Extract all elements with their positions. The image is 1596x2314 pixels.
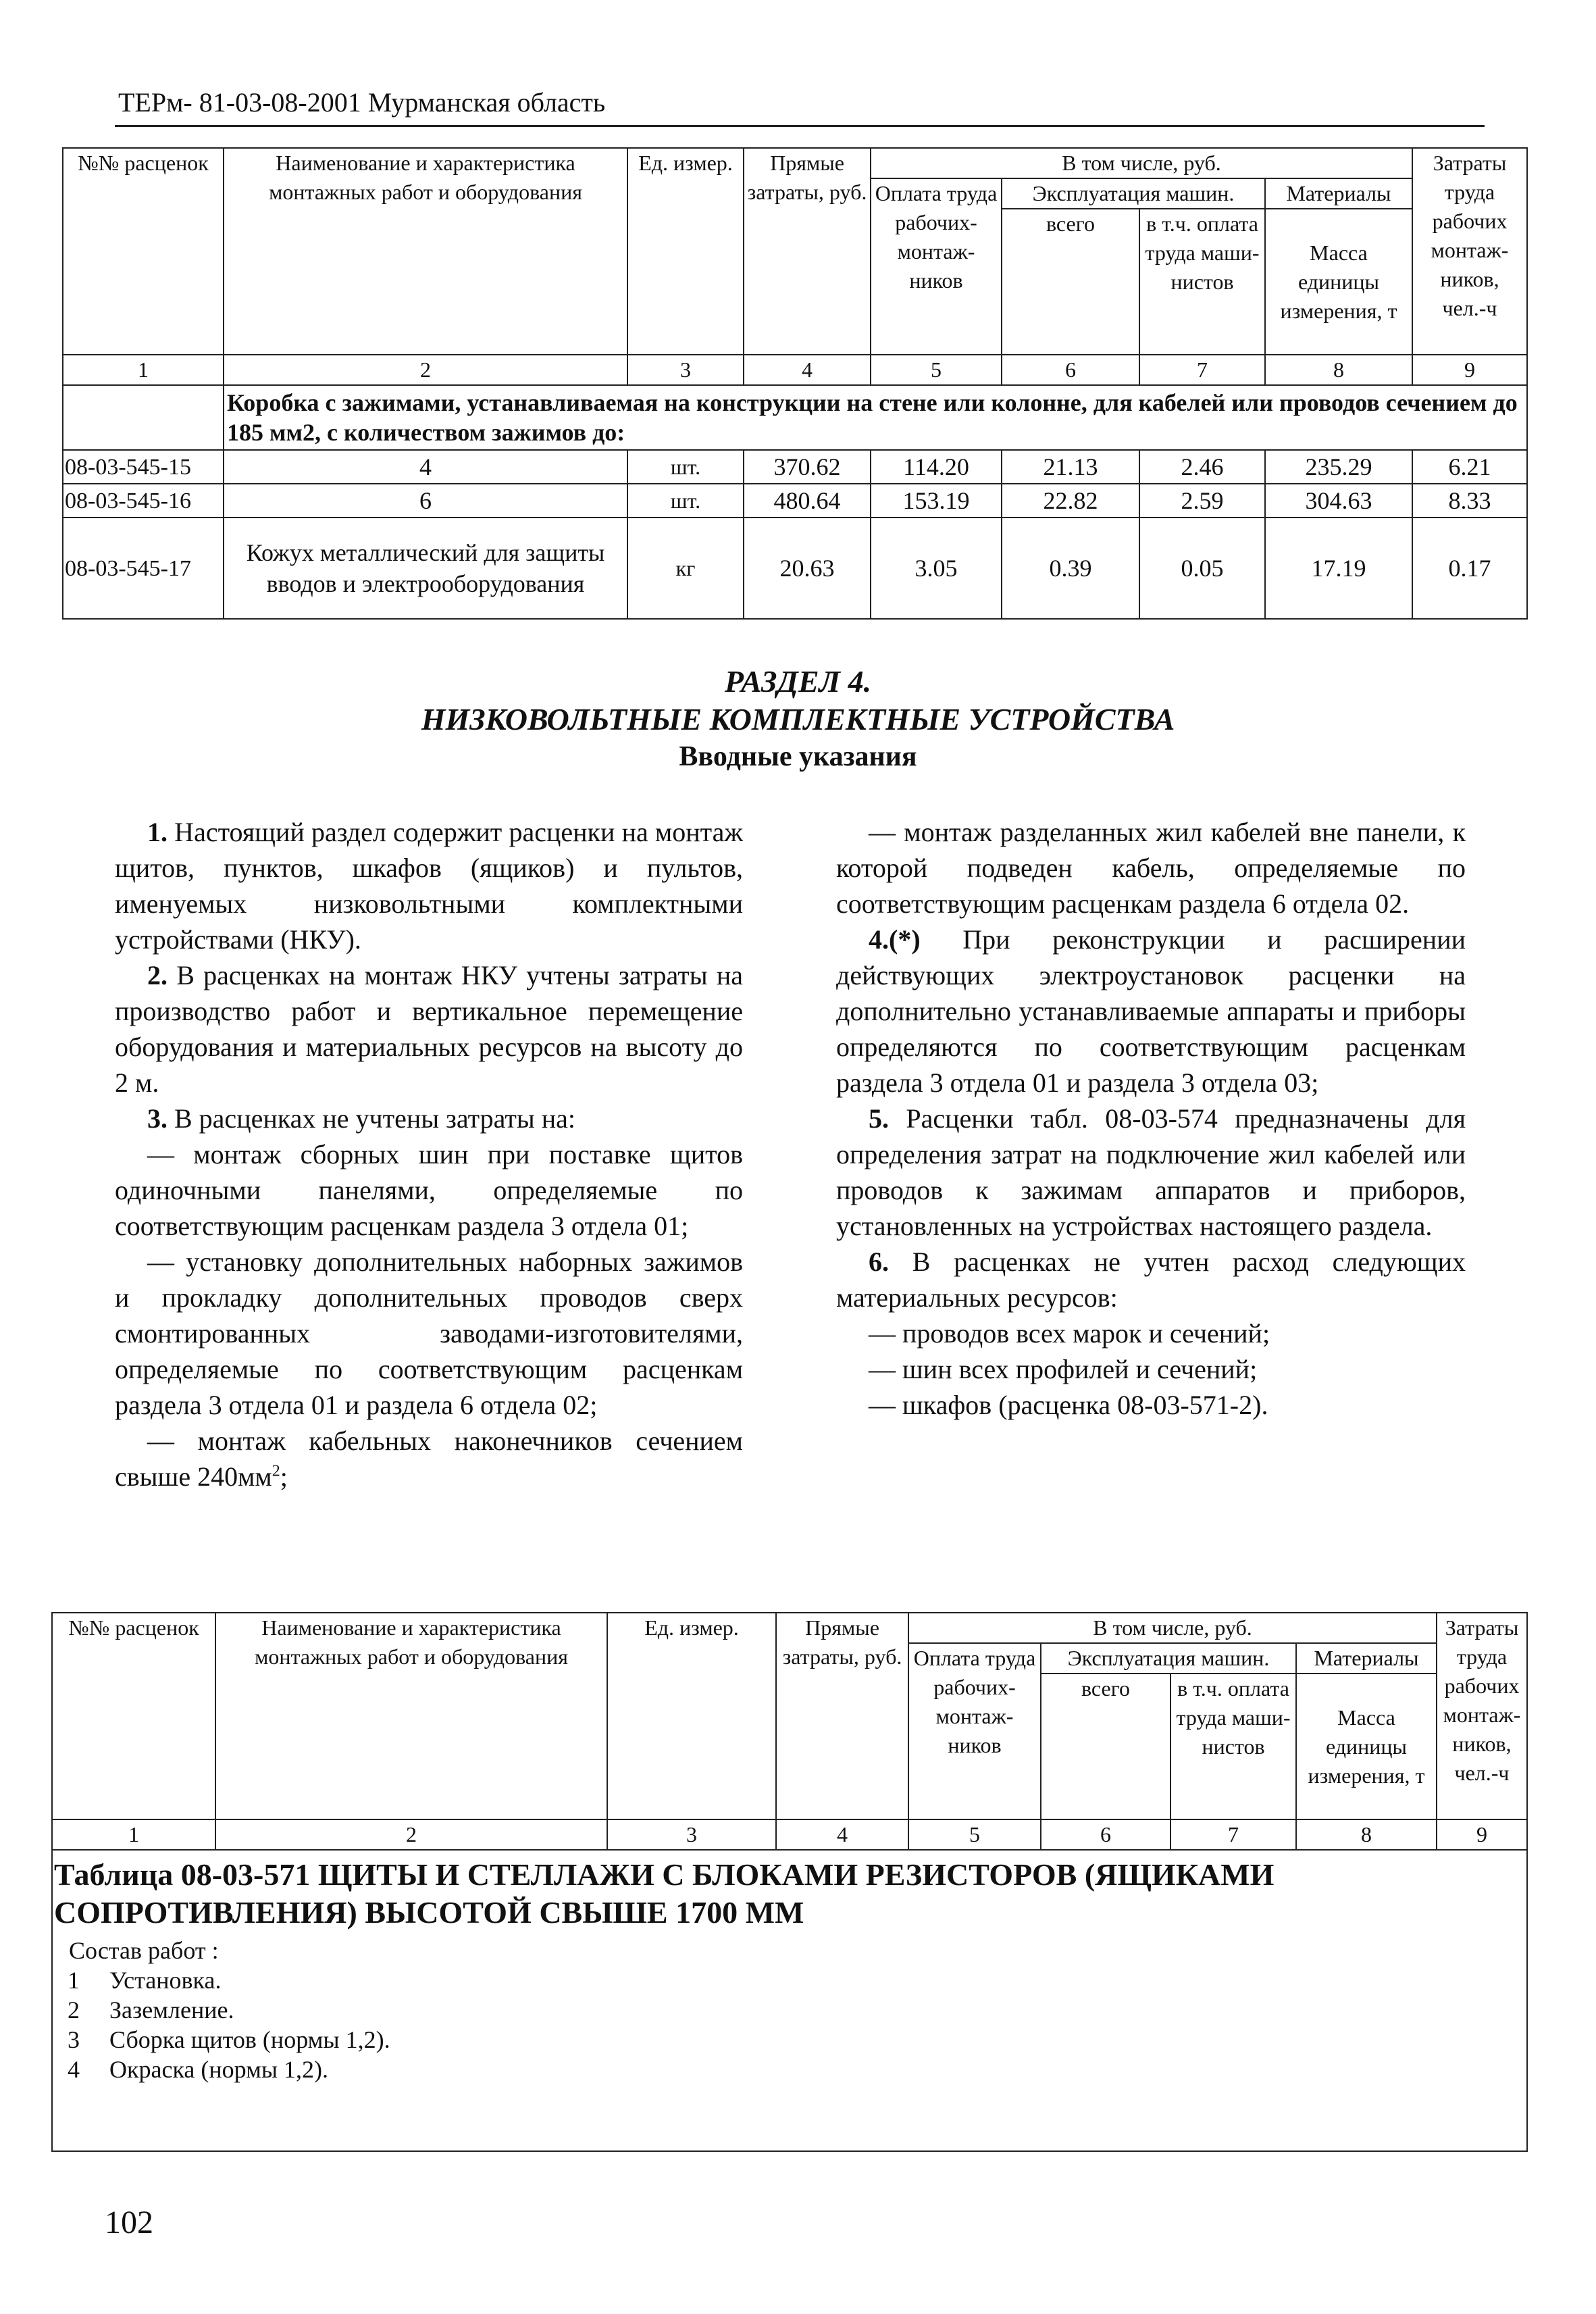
rate-name: 4: [224, 450, 627, 484]
col-num: 6: [1041, 1819, 1170, 1850]
col-num: 6: [1002, 355, 1139, 385]
rate-mach-labor: 0.05: [1139, 518, 1265, 619]
running-header: ТЕРм- 81-03-08-2001 Мурманская область: [118, 87, 606, 118]
paragraph-3d: — монтаж разделанных жил кабелей вне панели, к которой подведен кабель, определяемые по соответствующим расценкам раздела 6 отдела 02.: [836, 817, 1466, 919]
col-num: 5: [871, 355, 1002, 385]
rate-unit: кг: [627, 518, 744, 619]
col-head-hours: Затраты труда рабочих монтаж-ников, чел.-ч: [1412, 148, 1527, 355]
col-head-materials: Материалы: [1265, 178, 1412, 209]
col-head-name: Наименование и характеристика монтажных работ и оборудования: [215, 1613, 607, 1819]
rate-code: 08-03-545-15: [63, 450, 224, 484]
col-num: 8: [1296, 1819, 1437, 1850]
rate-mach-labor: 2.46: [1139, 450, 1265, 484]
intro-column-left: [115, 814, 743, 1494]
col-num: 2: [215, 1819, 607, 1850]
paragraph-1: 1. Настоящий раздел содержит расценки на монтаж щитов, пунктов, шкафов (ящиков) и пультов, именуемых низковольтными комплектными устройствами (НКУ).: [115, 817, 743, 955]
paragraph-3c: — монтаж кабельных наконечников сечением свыше $240мм^2$;: [115, 1426, 743, 1492]
paragraph-4: 4.(*) При реконструкции и расширении действующих электроустановок расценки на дополнительно устанавливаемые аппараты и приборы определяются по соответствующим расценкам раздела 3 отдела 01 и раздела 3 отдела 03;: [836, 924, 1466, 1098]
col-num: 1: [63, 355, 224, 385]
col-num: 9: [1437, 1819, 1527, 1850]
rates-table-545: [62, 147, 1528, 620]
rate-hours: 0.17: [1412, 518, 1527, 619]
paragraph-6a: — проводов всех марок и сечений;: [869, 1318, 1270, 1349]
col-head-mach-total: всего: [1041, 1674, 1170, 1819]
section-number: РАЗДЕЛ 4.: [724, 664, 872, 699]
page-number: 102: [105, 2205, 153, 2240]
col-head-direct: Прямые затраты, руб.: [744, 148, 871, 355]
rate-labor: 114.20: [871, 450, 1002, 484]
rate-name: 6: [224, 484, 627, 518]
table-row: [63, 450, 1527, 484]
col-head-hours: Затраты труда рабочих монтаж-ников, чел.-ч: [1437, 1613, 1527, 1819]
col-head-machines: Эксплуатация машин.: [1002, 178, 1265, 209]
rate-machines: 22.82: [1002, 484, 1139, 518]
col-head-direct: Прямые затраты, руб.: [776, 1613, 908, 1819]
rate-direct: 370.62: [744, 450, 871, 484]
col-num: 1: [52, 1819, 215, 1850]
rate-unit: шт.: [627, 484, 744, 518]
col-num: 7: [1139, 355, 1265, 385]
paragraph-3b: — установку дополнительных наборных зажимов и прокладку дополнительных проводов сверх смонтированных заводами-изготовителями, определяемые по соответствующим расценкам раздела 3 отдела 01 и раздела 6 отдела 02;: [115, 1247, 743, 1420]
col-num: 4: [776, 1819, 908, 1850]
list-item: 3 Сборка щитов (нормы 1,2).: [68, 2026, 390, 2053]
rate-labor: 153.19: [871, 484, 1002, 518]
rate-hours: 6.21: [1412, 450, 1527, 484]
col-head-group: В том числе, руб.: [908, 1613, 1437, 1643]
rate-code: 08-03-545-17: [63, 518, 224, 619]
column-number-row: [52, 1819, 1527, 1850]
col-num: 4: [744, 355, 871, 385]
col-head-mass: Масса единицы измерения, т: [1265, 209, 1412, 355]
rates-table-571: [51, 1612, 1528, 2152]
paragraph-3a: — монтаж сборных шин при поставке щитов одиночными панелями, определяемые по соответствующим расценкам раздела 3 отдела 01;: [115, 1139, 743, 1241]
paragraph-2: 2. В расценках на монтаж НКУ учтены затраты на производство работ и вертикальное перемещение оборудования и материальных ресурсов на высоту до 2 м.: [115, 960, 743, 1098]
column-number-row: [63, 355, 1527, 385]
paragraph-3: 3. В расценках не учтены затраты на:: [147, 1103, 575, 1134]
rate-mach-labor: 2.59: [1139, 484, 1265, 518]
paragraph-6: 6. В расценках не учтен расход следующих материальных ресурсов:: [836, 1247, 1466, 1313]
rate-code: 08-03-545-16: [63, 484, 224, 518]
col-head-materials: Материалы: [1296, 1643, 1437, 1674]
col-num: 5: [908, 1819, 1041, 1850]
rate-machines: 0.39: [1002, 518, 1139, 619]
paragraph-6b: — шин всех профилей и сечений;: [869, 1354, 1258, 1384]
col-head-mass: Масса единицы измерения, т: [1296, 1674, 1437, 1819]
rate-materials: 304.63: [1265, 484, 1412, 518]
col-head-mach-labor: в т.ч. оплата труда маши-нистов: [1139, 209, 1265, 355]
intro-column-right: [836, 814, 1466, 1423]
col-num: 7: [1170, 1819, 1296, 1850]
list-item: 2 Заземление.: [68, 1996, 234, 2023]
rate-machines: 21.13: [1002, 450, 1139, 484]
rate-name: Кожух металлический для защиты вводов и электрооборудования: [224, 518, 627, 619]
list-item: 1 Установка.: [68, 1967, 222, 1994]
paragraph-5: 5. Расценки табл. 08-03-574 предназначены для определения затрат на подключение жил кабелей или проводов к зажимам аппаратов и приборов, установленных на устройствах настоящего раздела.: [836, 1103, 1466, 1241]
section-subtitle: Вводные указания: [679, 741, 917, 772]
col-num: 3: [627, 355, 744, 385]
col-head-group: В том числе, руб.: [871, 148, 1412, 178]
col-head-labor: Оплата труда рабочих-монтаж-ников: [871, 178, 1002, 355]
col-num: 3: [607, 1819, 776, 1850]
table-title: Таблица 08-03-571 ЩИТЫ И СТЕЛЛАЖИ С БЛОКАМИ РЕЗИСТОРОВ (ЯЩИКАМИ СОПРОТИВЛЕНИЯ) ВЫСОТОЙ СВЫШЕ 1700 ММ: [54, 1857, 1275, 1930]
group-heading: Коробка с зажимами, устанавливаемая на конструкции на стене или колонне, для кабелей или проводов сечением до 185 мм2, с количеством зажимов до:: [224, 385, 1527, 450]
rate-direct: 480.64: [744, 484, 871, 518]
col-head-name: Наименование и характеристика монтажных работ и оборудования: [224, 148, 627, 355]
table-row: [63, 518, 1527, 619]
work-composition-cell: [52, 1850, 1527, 2151]
rate-direct: 20.63: [744, 518, 871, 619]
col-num: 9: [1412, 355, 1527, 385]
rate-materials: 17.19: [1265, 518, 1412, 619]
section-title: НИЗКОВОЛЬТНЫЕ КОМПЛЕКТНЫЕ УСТРОЙСТВА: [421, 702, 1175, 736]
header-rule: [115, 125, 1485, 127]
rate-labor: 3.05: [871, 518, 1002, 619]
table-row: [63, 484, 1527, 518]
rate-hours: 8.33: [1412, 484, 1527, 518]
col-head-machines: Эксплуатация машин.: [1041, 1643, 1296, 1674]
list-item: 4 Окраска (нормы 1,2).: [68, 2056, 329, 2083]
col-head-labor: Оплата труда рабочих-монтаж-ников: [908, 1643, 1041, 1819]
col-head-code: №№ расценок: [52, 1613, 215, 1819]
rate-materials: 235.29: [1265, 450, 1412, 484]
rate-unit: шт.: [627, 450, 744, 484]
col-head-mach-labor: в т.ч. оплата труда маши-нистов: [1170, 1674, 1296, 1819]
col-head-unit: Ед. измер.: [607, 1613, 776, 1819]
col-num: 8: [1265, 355, 1412, 385]
works-label: Состав работ :: [69, 1937, 219, 1964]
col-num: 2: [224, 355, 627, 385]
paragraph-6c: — шкафов (расценка 08-03-571-2).: [869, 1390, 1268, 1420]
col-head-code: №№ расценок: [63, 148, 224, 355]
col-head-unit: Ед. измер.: [627, 148, 744, 355]
col-head-mach-total: всего: [1002, 209, 1139, 355]
